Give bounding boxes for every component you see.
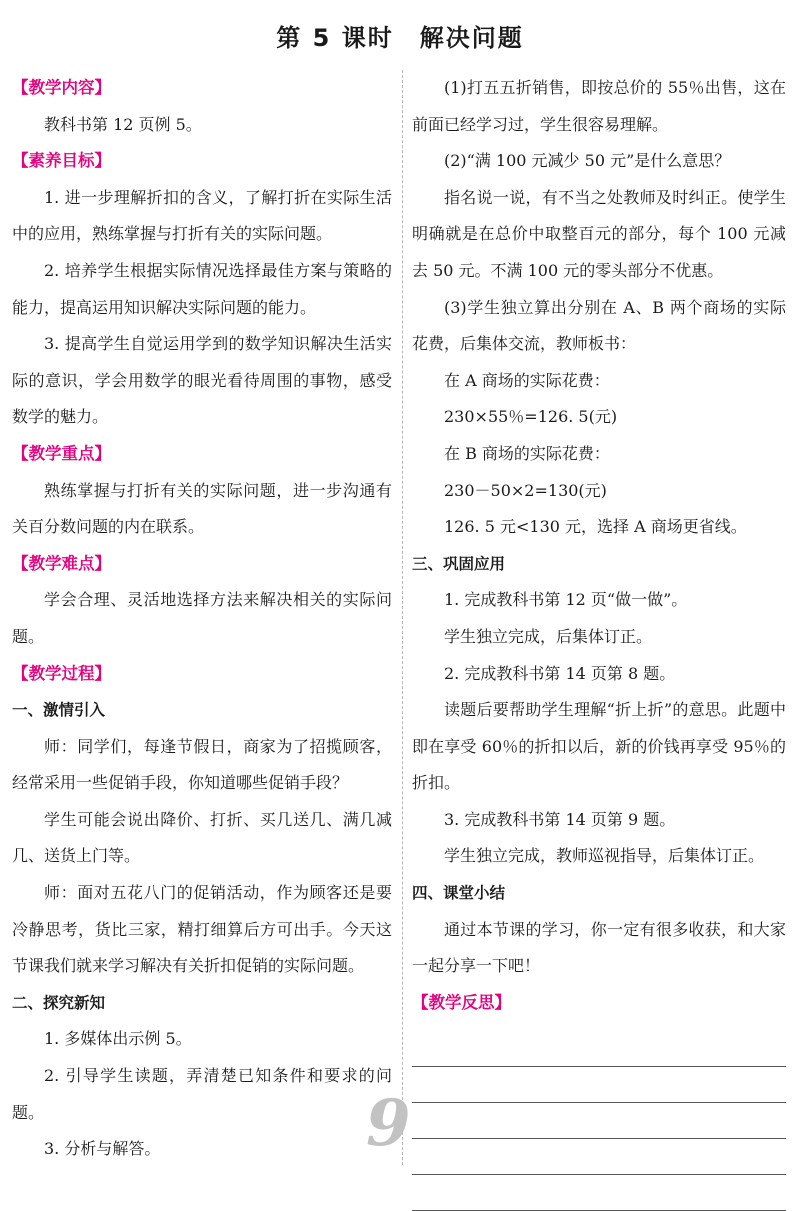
paragraph: 3. 分析与解答。 [44,1139,161,1159]
reflection-lines [412,1031,786,1211]
column-divider [402,70,403,1165]
page-number: 9 [366,1086,411,1161]
equation: 230－50×2=130(元) [444,480,607,500]
key-points-heading: 【教学重点】 [12,443,111,463]
writing-line [412,1067,786,1103]
left-column [12,70,392,1168]
paragraph: (2)“满 100 元减少 50 元”是什么意思？ [444,151,731,171]
paragraph: 1. 完成教科书第 12 页“做一做”。 [444,590,688,610]
paragraph: 指名说一说，有不当之处教师及时纠正。使学生明确就是在总价中取整百元的部分，每个 100 元减去 50 元。不满 100 元的零头部分不优惠。 [412,187,786,280]
paragraph: 通过本节课的学习，你一定有很多收获，和大家一起分享一下吧！ [412,919,786,976]
key-points-text: 熟练掌握与打折有关的实际问题，进一步沟通有关百分数问题的内在联系。 [12,480,392,537]
reflection-heading: 【教学反思】 [412,992,511,1012]
page-title: 第 5 课时 解决问题 [276,24,524,52]
writing-line [412,1031,786,1067]
paragraph: 2. 完成教科书第 14 页第 8 题。 [444,663,676,683]
paragraph: 在 B 商场的实际花费： [444,443,610,463]
section-explore-heading: 二、探究新知 [12,993,106,1012]
paragraph: 学生独立完成，教师巡视指导，后集体订正。 [444,846,765,866]
process-heading: 【教学过程】 [12,663,111,683]
goal-item: 1. 进一步理解折扣的含义，了解打折在实际生活中的应用，熟练掌握与打折有关的实际问题。 [12,187,392,244]
paragraph: 1. 多媒体出示例 5。 [44,1029,192,1049]
paragraph: 学生可能会说出降价、打折、买几送几、满几减几、送货上门等。 [12,809,392,866]
writing-line [412,1103,786,1139]
content-text: 教科书第 12 页例 5。 [44,114,202,134]
writing-line [412,1175,786,1211]
writing-line [412,1139,786,1175]
content-heading: 【教学内容】 [12,78,111,97]
goal-item: 2. 培养学生根据实际情况选择最佳方案与策略的能力，提高运用知识解决实际问题的能力。 [12,260,392,317]
section-intro-heading: 一、激情引入 [12,701,106,720]
paragraph: 2. 引导学生读题，弄清楚已知条件和要求的问题。 [12,1066,392,1122]
paragraph: 学生独立完成，后集体订正。 [444,626,653,646]
paragraph: (1)打五五折销售，即按总价的 55％出售，这在前面已经学习过，学生很容易理解。 [412,78,786,134]
difficulties-heading: 【教学难点】 [12,553,111,573]
equation: 230×55％=126. 5(元) [444,407,618,427]
paragraph: 126. 5 元<130 元，选择 A 商场更省线。 [444,517,747,537]
right-column [412,70,786,1211]
paragraph: 师：面对五花八门的促销活动，作为顾客还是要冷静思考，货比三家，精打细算后方可出手。今天这节课我们就来学习解决有关折扣促销的实际问题。 [12,883,392,976]
paragraph: (3)学生独立算出分别在 A、B 两个商场的实际花费，后集体交流，教师板书： [412,297,786,354]
goals-heading: 【素养目标】 [12,151,111,171]
paragraph: 读题后要帮助学生理解“折上折”的意思。此题中即在享受 60％的折扣以后，新的价钱再享受 95％的折扣。 [412,700,786,793]
section-practice-heading: 三、巩固应用 [412,554,506,573]
paragraph: 3. 完成教科书第 14 页第 9 题。 [444,809,676,829]
paragraph: 师：同学们，每逢节假日，商家为了招揽顾客，经常采用一些促销手段，你知道哪些促销手段？ [12,736,392,793]
section-summary-heading: 四、课堂小结 [412,884,506,903]
difficulties-text: 学会合理、灵活地选择方法来解决相关的实际问题。 [12,590,392,646]
paragraph: 在 A 商场的实际花费： [444,370,610,390]
goal-item: 3. 提高学生自觉运用学到的数学知识解决生活实际的意识，学会用数学的眼光看待周围的事物，感受数学的魅力。 [12,334,392,427]
